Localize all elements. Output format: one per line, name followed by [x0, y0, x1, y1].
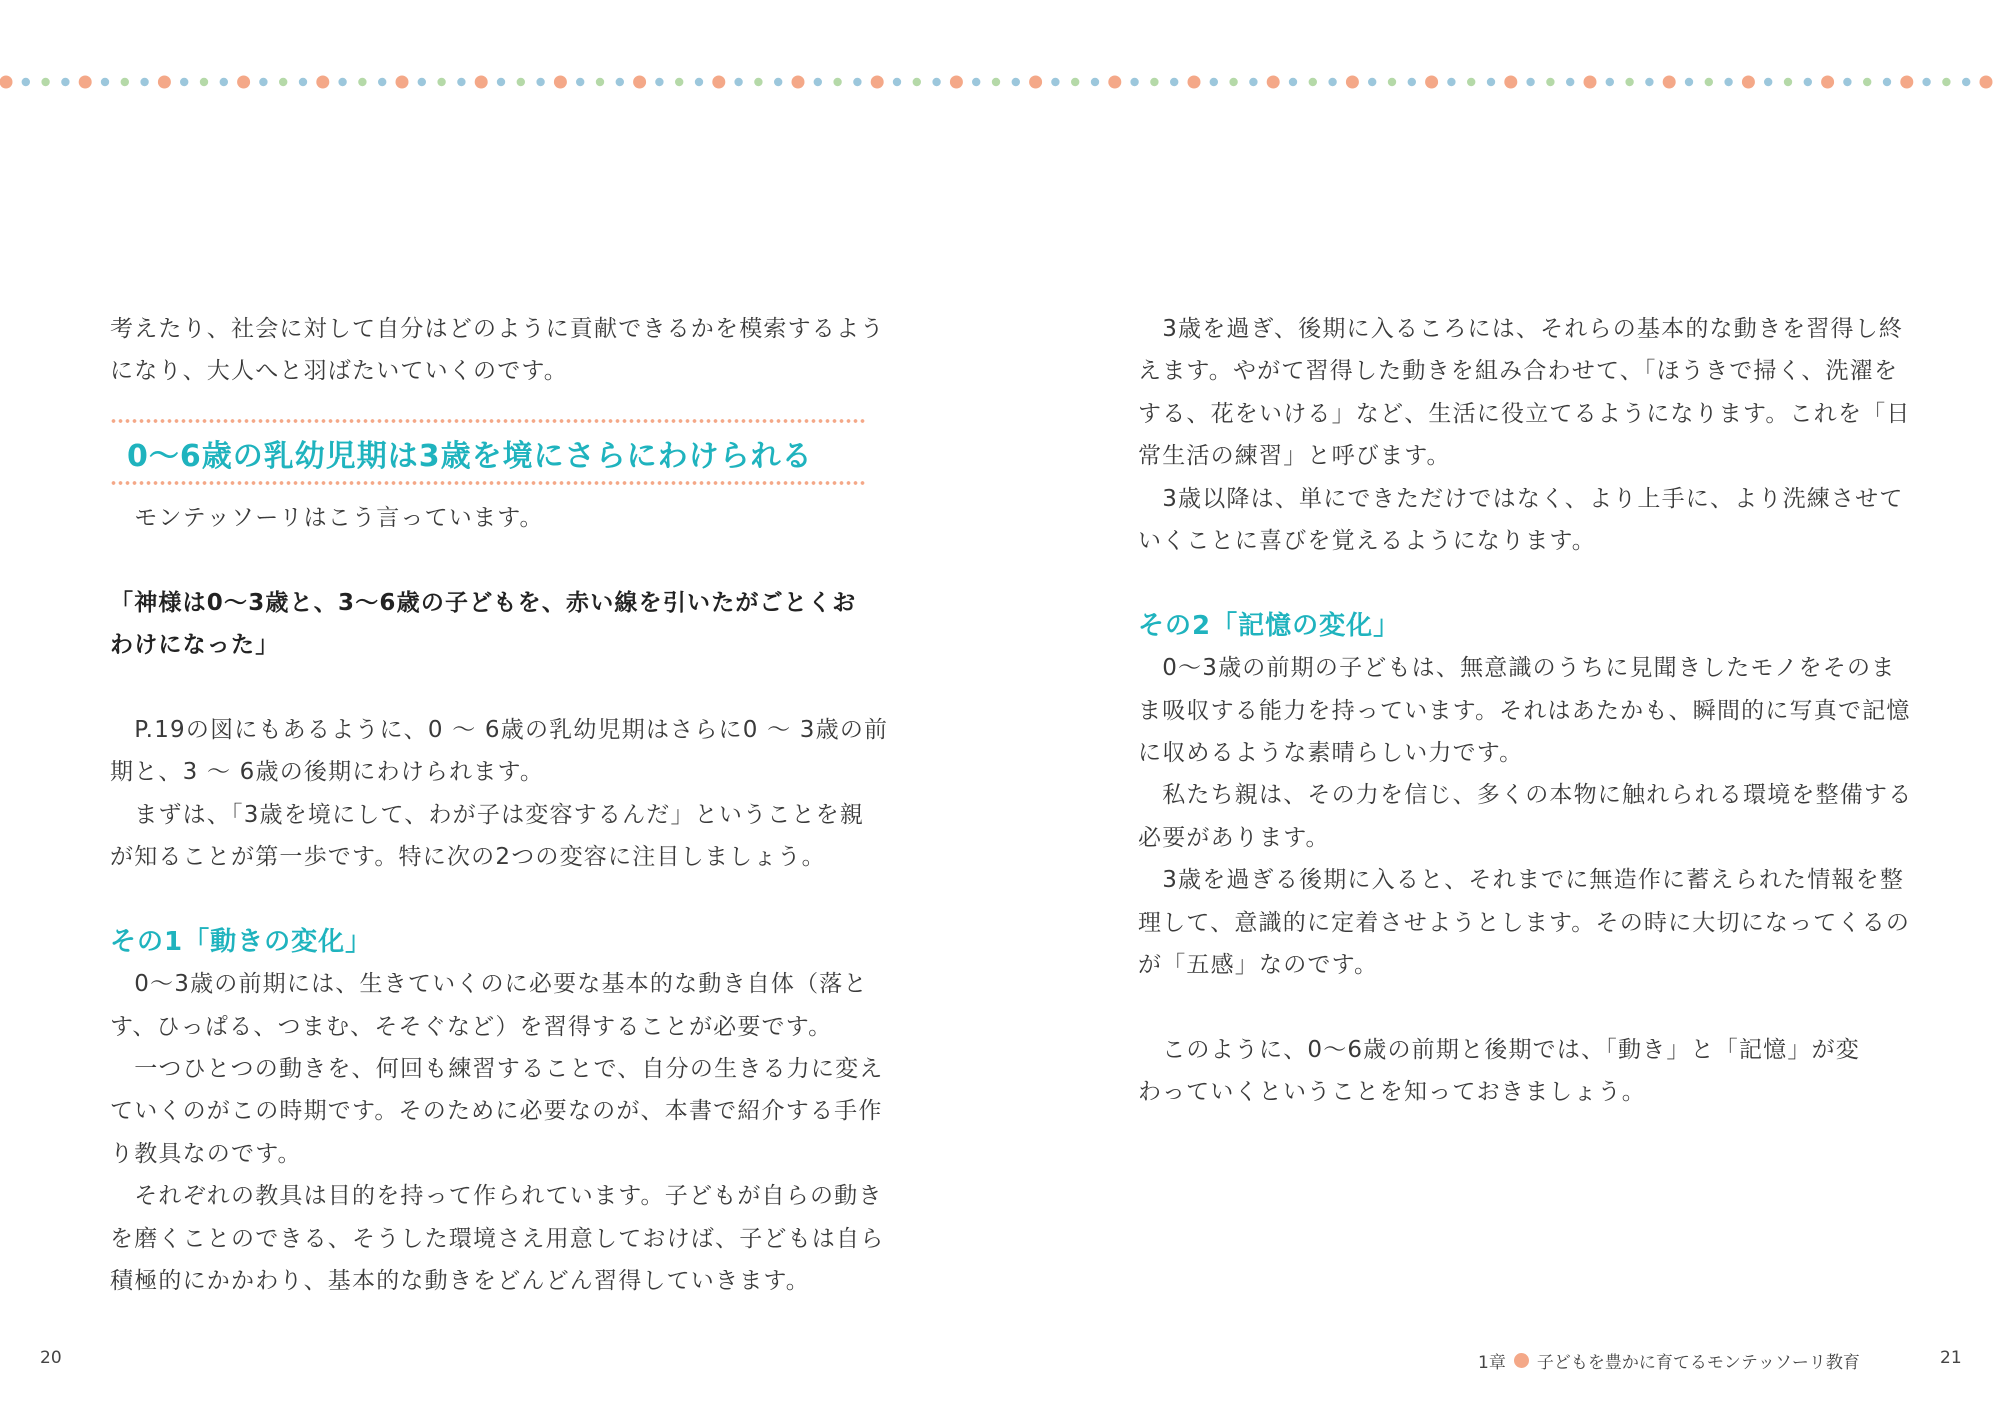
border-dot [1724, 78, 1732, 86]
border-dot [1188, 76, 1201, 89]
text-line: ていくのがこの時期です。そのために必要なのが、本書で紹介する手作 [110, 1098, 883, 1125]
border-dot [616, 78, 624, 86]
text-line: P.19の図にもあるように、0 ～ 6歳の乳幼児期はさらに0 ～ 3歳の前 [110, 716, 889, 743]
border-dot [237, 76, 250, 89]
border-dot [378, 78, 386, 86]
border-dot [0, 76, 13, 89]
border-dot [1821, 76, 1834, 89]
text-line: 3歳を過ぎる後期に入ると、それまでに無造作に蓄えられた情報を整 [1138, 867, 1905, 894]
text-line: ま吸収する能力を持っています。それはあたかも、瞬間的に写真で記憶 [1138, 697, 1911, 724]
border-dot [1388, 78, 1396, 86]
border-dot [1447, 78, 1455, 86]
quote-line: わけになった」 [110, 632, 280, 659]
border-dot [1942, 78, 1950, 86]
border-dot [1012, 78, 1020, 86]
border-dot [140, 78, 148, 86]
text-line: に収めるような素晴らしい力です。 [1138, 740, 1524, 767]
text-line: り教具なのです。 [110, 1140, 302, 1167]
border-dot [1249, 78, 1257, 86]
text-line: 3歳以降は、単にできただけではなく、より上手に、より洗練させて [1138, 485, 1904, 512]
text-line: になり、大人へと羽ばたいていくのです。 [110, 358, 568, 385]
border-dot [1843, 78, 1851, 86]
subheading-movement: その1「動きの変化」 [110, 926, 373, 957]
decorative-dot-border [0, 74, 2000, 90]
border-dot [1922, 78, 1930, 86]
border-dot [1742, 76, 1755, 89]
border-dot [1764, 78, 1772, 86]
border-dot [734, 78, 742, 86]
border-dot [338, 78, 346, 86]
text-line: 常生活の練習」と呼びます。 [1138, 443, 1451, 470]
text-line: 私たち親は、その力を信じ、多くの本物に触れられる環境を整備する [1138, 782, 1913, 809]
border-dot [121, 78, 129, 86]
border-dot [437, 78, 445, 86]
border-dot [1962, 78, 1970, 86]
border-dot [279, 78, 287, 86]
subheading-memory: その2「記憶の変化」 [1138, 610, 1401, 641]
border-dot [695, 78, 703, 86]
border-dot [675, 78, 683, 86]
running-head [1478, 1348, 1860, 1373]
border-dot [1900, 76, 1913, 89]
border-dot [1487, 78, 1495, 86]
border-dot [792, 76, 805, 89]
text-line: 必要があります。 [1138, 824, 1330, 851]
border-dot [1566, 78, 1574, 86]
right-page [1138, 308, 1913, 1114]
text-line: いくことに喜びを覚えるようになります。 [1138, 528, 1596, 555]
border-dot [396, 76, 409, 89]
border-dot [180, 78, 188, 86]
border-dot [992, 78, 1000, 86]
border-dot [893, 78, 901, 86]
text-line: が知ることが第一歩です。特に次の2つの変容に注目しましょう。 [110, 844, 826, 871]
text-line: する、花をいける」など、生活に役立てるようになります。これを「日 [1138, 400, 1911, 427]
border-dot [1267, 76, 1280, 89]
text-line: す、ひっぱる、つまむ、そそぐなど）を習得することが必要です。 [110, 1013, 833, 1040]
border-dot [1051, 78, 1059, 86]
text-line: まずは、「3歳を境にして、わが子は変容するんだ」ということを親 [110, 801, 865, 828]
border-dot [1584, 76, 1597, 89]
border-dot [1170, 78, 1178, 86]
border-dot [1425, 76, 1438, 89]
border-dot [79, 76, 92, 89]
border-dot [536, 78, 544, 86]
text-line: このように、0～6歳の前期と後期では、「動き」と「記憶」が変 [1138, 1036, 1860, 1063]
border-dot [655, 78, 663, 86]
border-dot [554, 76, 567, 89]
text-line: えます。やがて習得した動きを組み合わせて、「ほうきで掃く、洗濯を [1138, 358, 1899, 385]
border-dot [1546, 78, 1554, 86]
border-dot [754, 78, 762, 86]
border-dot [497, 78, 505, 86]
text-line: 考えたり、社会に対して自分はどのように貢献できるかを模索するよう [110, 316, 885, 342]
text-line: わっていくということを知っておきましょう。 [1138, 1079, 1646, 1106]
border-dot [1408, 78, 1416, 86]
border-dot [457, 78, 465, 86]
border-dot [1980, 76, 1993, 89]
border-dot [576, 78, 584, 86]
border-dot [418, 78, 426, 86]
border-dot [1705, 78, 1713, 86]
text-line: 期と、3 ～ 6歳の後期にわけられます。 [110, 759, 545, 786]
border-dot [259, 78, 267, 86]
section-heading: 0～6歳の乳幼児期は3歳を境にさらにわけられる [127, 438, 813, 474]
border-dot [1150, 78, 1158, 86]
border-dot [1606, 78, 1614, 86]
border-dot [1029, 76, 1042, 89]
text-line: それぞれの教具は目的を持って作られています。子どもが自らの動き [110, 1183, 883, 1210]
text-line: 一つひとつの動きを、何回も練習することで、自分の生きる力に変え [110, 1056, 884, 1083]
border-dot [41, 78, 49, 86]
border-dot [1504, 76, 1517, 89]
border-dot [316, 76, 329, 89]
border-dot [712, 76, 725, 89]
border-dot [475, 76, 488, 89]
page-number-right: 21 [1940, 1348, 1962, 1368]
border-dot [1346, 76, 1359, 89]
border-dot [1289, 78, 1297, 86]
border-dot [814, 78, 822, 86]
border-dot [1467, 78, 1475, 86]
chapter-title: 子どもを豊かに育てるモンテッソーリ教育 [1536, 1353, 1860, 1373]
border-dot [950, 76, 963, 89]
border-dot [220, 78, 228, 86]
border-dot [633, 76, 646, 89]
border-dot [299, 78, 307, 86]
border-dot [1784, 78, 1792, 86]
border-dot [913, 78, 921, 86]
border-dot [1229, 78, 1237, 86]
text-line: 積極的にかかわり、基本的な動きをどんどん習得していきます。 [110, 1268, 810, 1295]
left-page [110, 308, 889, 1302]
border-dot [1091, 78, 1099, 86]
text-line: 3歳を過ぎ、後期に入るころには、それらの基本的な動きを習得し終 [1138, 316, 1904, 342]
chapter-label: 1章 [1478, 1353, 1506, 1373]
border-dot [871, 76, 884, 89]
border-dot [853, 78, 861, 86]
text-line: 理して、意識的に定着させようとします。その時に大切になってくるの [1138, 909, 1911, 936]
border-dot [22, 78, 30, 86]
border-dot [972, 78, 980, 86]
dotted-rule-top [110, 419, 866, 423]
border-dot [1309, 78, 1317, 86]
border-dot [774, 78, 782, 86]
border-dot [1863, 78, 1871, 86]
border-dot [932, 78, 940, 86]
border-dot [517, 78, 525, 86]
border-dot [1130, 78, 1138, 86]
border-dot [200, 78, 208, 86]
border-dot [1883, 78, 1891, 86]
section-heading-box [110, 419, 870, 485]
border-dot [1663, 76, 1676, 89]
page-number-left: 20 [40, 1348, 62, 1368]
border-dot [1368, 78, 1376, 86]
text-line: を磨くことのできる、そうした環境さえ用意しておけば、子どもは自ら [110, 1225, 885, 1252]
border-dot [1645, 78, 1653, 86]
circle-bullet-icon [1514, 1353, 1529, 1368]
border-dot [158, 76, 171, 89]
border-dot [1685, 78, 1693, 86]
text-line: 0～3歳の前期の子どもは、無意識のうちに見聞きしたモノをそのま [1138, 655, 1896, 682]
left-intro-text [110, 308, 885, 393]
dotted-rule-bottom [110, 481, 866, 485]
text-line: が「五感」なのです。 [1138, 952, 1379, 979]
border-dot [1108, 76, 1121, 89]
text-line: 0～3歳の前期には、生きていくのに必要な基本的な動き自体（落と [110, 971, 868, 998]
border-dot [1804, 78, 1812, 86]
border-dot [358, 78, 366, 86]
border-dot [101, 78, 109, 86]
text-line: モンテッソーリはこう言っています。 [110, 504, 544, 531]
border-dot [1071, 78, 1079, 86]
border-dot [1210, 78, 1218, 86]
quote-line: 「神様は0～3歳と、3～6歳の子どもを、赤い線を引いたがごとくお [110, 589, 857, 616]
border-dot [833, 78, 841, 86]
border-dot [1625, 78, 1633, 86]
border-dot [1526, 78, 1534, 86]
border-dot [596, 78, 604, 86]
border-dot [61, 78, 69, 86]
border-dot [1328, 78, 1336, 86]
